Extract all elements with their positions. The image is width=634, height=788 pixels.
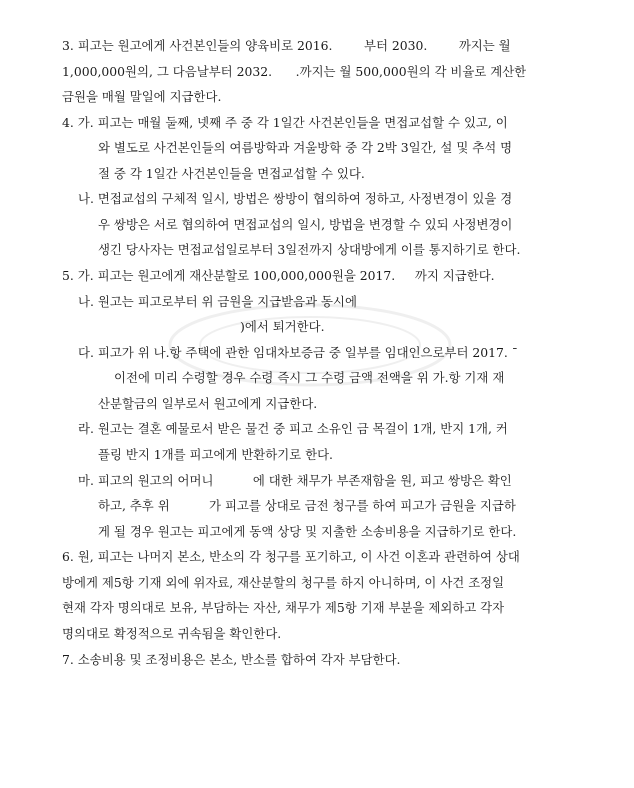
clause-5d-line-1: 라. 원고는 결혼 예물로서 받은 물건 중 피고 소유인 금 목걸이 1개, 반지 1개, 커 xyxy=(78,421,508,436)
clause-5c-line-3: 산분할금의 일부로서 원고에게 지급한다. xyxy=(98,396,318,411)
clause-6-line-3: 현재 각자 명의대로 보유, 부담하는 자산, 채무가 제5항 기재 부분을 제외하고 각자 xyxy=(62,600,505,615)
clause-5e-line-2: 하고, 추후 위 가 피고를 상대로 금전 청구를 하여 피고가 금원을 지급하 xyxy=(98,498,516,513)
clause-3-line-3: 금원을 매월 말일에 지급한다. xyxy=(62,89,222,104)
clause-5e-line-3: 게 될 경우 원고는 피고에게 동액 상당 및 지출한 소송비용을 지급하기로 한다. xyxy=(98,524,517,539)
clause-3-line-2: 1,000,000원의, 그 다음날부터 2032. .까지는 월 500,000원의 각 비율로 계산한 xyxy=(62,64,527,79)
clause-5c-line-2: 이전에 미리 수령할 경우 수령 즉시 그 수령 금액 전액을 위 가.항 기재 재 xyxy=(114,370,505,385)
clause-6-line-4: 명의대로 확정적으로 귀속됨을 확인한다. xyxy=(62,626,282,641)
clause-5b-line-1: 나. 원고는 피고로부터 위 금원을 지급받음과 동시에 xyxy=(78,294,357,309)
clause-5d-line-2: 플링 반지 1개를 피고에게 반환하기로 한다. xyxy=(98,447,333,462)
clause-5e-line-1: 마. 피고의 원고의 어머니 에 대한 채무가 부존재함을 원, 피고 쌍방은 확인 xyxy=(78,473,512,488)
clause-7-line-1: 7. 소송비용 및 조정비용은 본소, 반소를 합하여 각자 부담한다. xyxy=(62,652,401,667)
clause-4b-line-2: 우 쌍방은 서로 협의하여 면접교섭의 일시, 방법을 변경할 수 있되 사정변경이 xyxy=(98,217,513,232)
clause-4b-line-3: 생긴 당사자는 면접교섭일로부터 3일전까지 상대방에게 이를 통지하기로 한다. xyxy=(98,242,521,257)
clause-5b-line-2: )에서 퇴거한다. xyxy=(240,319,325,334)
clause-4b-line-1: 나. 면접교섭의 구체적 일시, 방법은 쌍방이 협의하여 정하고, 사정변경이 있을 경 xyxy=(78,191,513,206)
clause-6-line-1: 6. 원, 피고는 나머지 본소, 반소의 각 청구를 포기하고, 이 사건 이혼과 관련하여 상대 xyxy=(62,549,520,564)
clause-5a-line-1: 5. 가. 피고는 원고에게 재산분할로 100,000,000원을 2017. 까지 지급한다. xyxy=(62,268,495,283)
clause-4a-line-1: 4. 가. 피고는 매월 둘째, 넷째 주 중 각 1일간 사건본인들을 면접교섭할 수 있고, 이 xyxy=(62,115,508,130)
clause-6-line-2: 방에게 제5항 기재 외에 위자료, 재산분할의 청구를 하지 아니하며, 이 사건 조정일 xyxy=(62,575,505,590)
clause-4a-line-3: 절 중 각 1일간 사건본인들을 면접교섭할 수 있다. xyxy=(98,166,365,181)
clause-4a-line-2: 와 별도로 사건본인들의 여름방학과 겨울방학 중 각 2박 3일간, 설 및 추석 명 xyxy=(98,140,513,155)
clause-5c-line-1: 다. 피고가 위 나.항 주택에 관한 임대차보증금 중 일부를 임대인으로부터 2017. ˉ xyxy=(78,345,518,360)
clause-3-line-1: 3. 피고는 원고에게 사건본인들의 양육비로 2016. 부터 2030. 까지는 월 xyxy=(62,38,511,53)
